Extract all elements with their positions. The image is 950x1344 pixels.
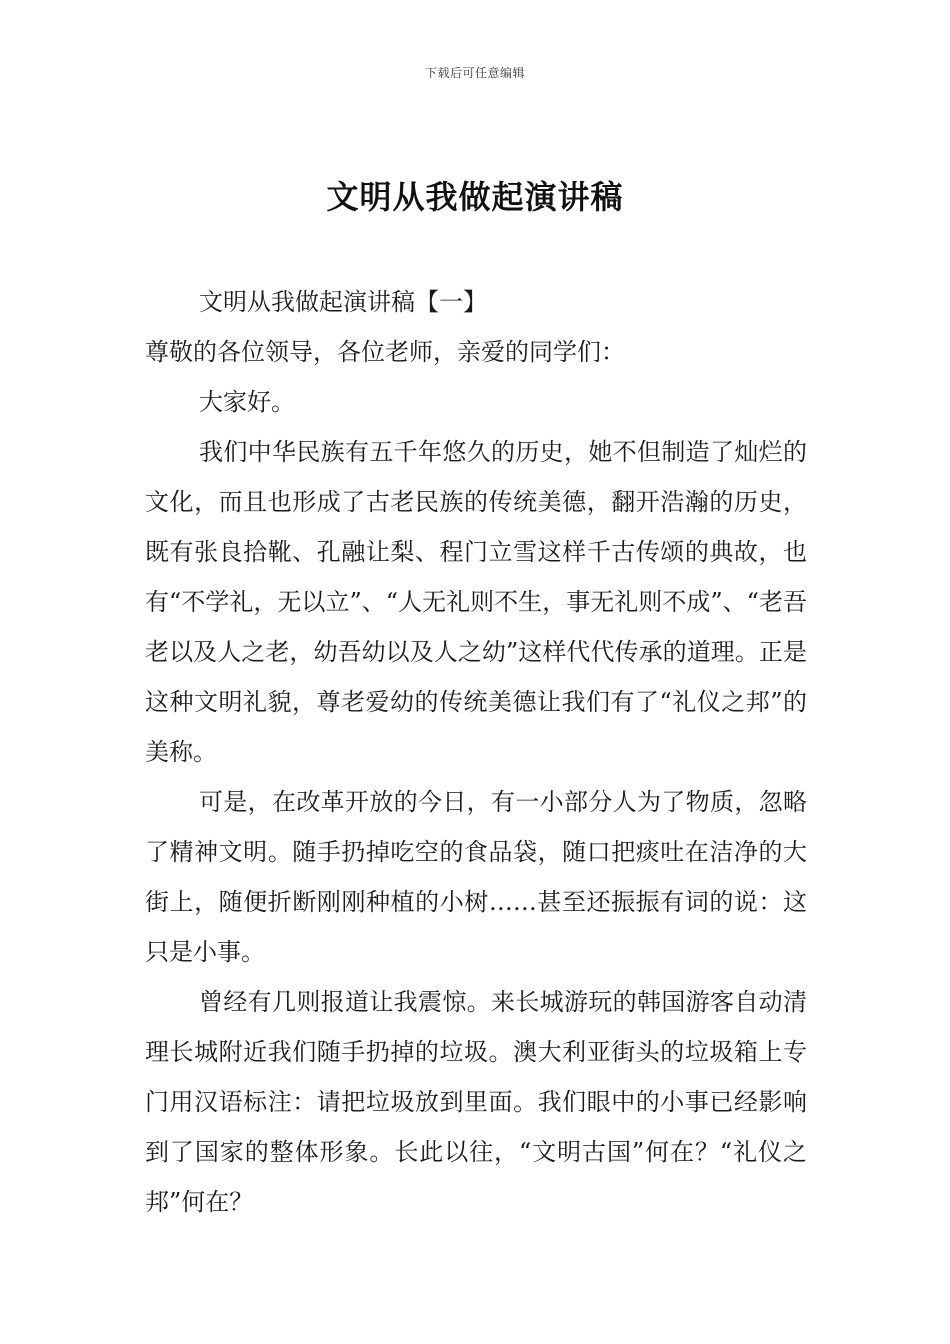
salutation: 尊敬的各位领导，各位老师，亲爱的同学们： [145,338,625,366]
greeting: 大家好。 [199,388,295,416]
paragraph-history: 我们中华民族有五千年悠久的历史，她不但制造了灿烂的文化，而且也形成了古老民族的传统美德，翻开浩瀚的历史，既有张良拾靴、孔融让梨、程门立雪这样千古传颂的典故，也有“不学礼，无以立”、“人无礼则不生，事无礼则不成”、“老吾老以及人之老，幼吾幼以及人之幼”这样代代传承的道理。正是这种文明礼貌，尊老爱幼的传统美德让我们有了“礼仪之邦”的美称。 [145,438,807,766]
document-body [145,277,807,1227]
paragraph-problem: 可是，在改革开放的今日，有一小部分人为了物质，忽略了精神文明。随手扔掉吃空的食品袋，随口把痰吐在洁净的大街上，随便折断刚刚种植的小树……甚至还振振有词的说：这只是小事。 [145,788,807,966]
section-heading: 文明从我做起演讲稿【一】 [199,288,487,316]
paragraph-reports: 曾经有几则报道让我震惊。来长城游玩的韩国游客自动清理长城附近我们随手扔掉的垃圾。澳大利亚街头的垃圾箱上专门用汉语标注：请把垃圾放到里面。我们眼中的小事已经影响到了国家的整体形象。长此以往，“文明古国”何在？“礼仪之邦”何在？ [145,988,807,1216]
page-title: 文明从我做起演讲稿 [326,178,624,216]
header-note: 下载后可任意编辑 [424,66,525,80]
